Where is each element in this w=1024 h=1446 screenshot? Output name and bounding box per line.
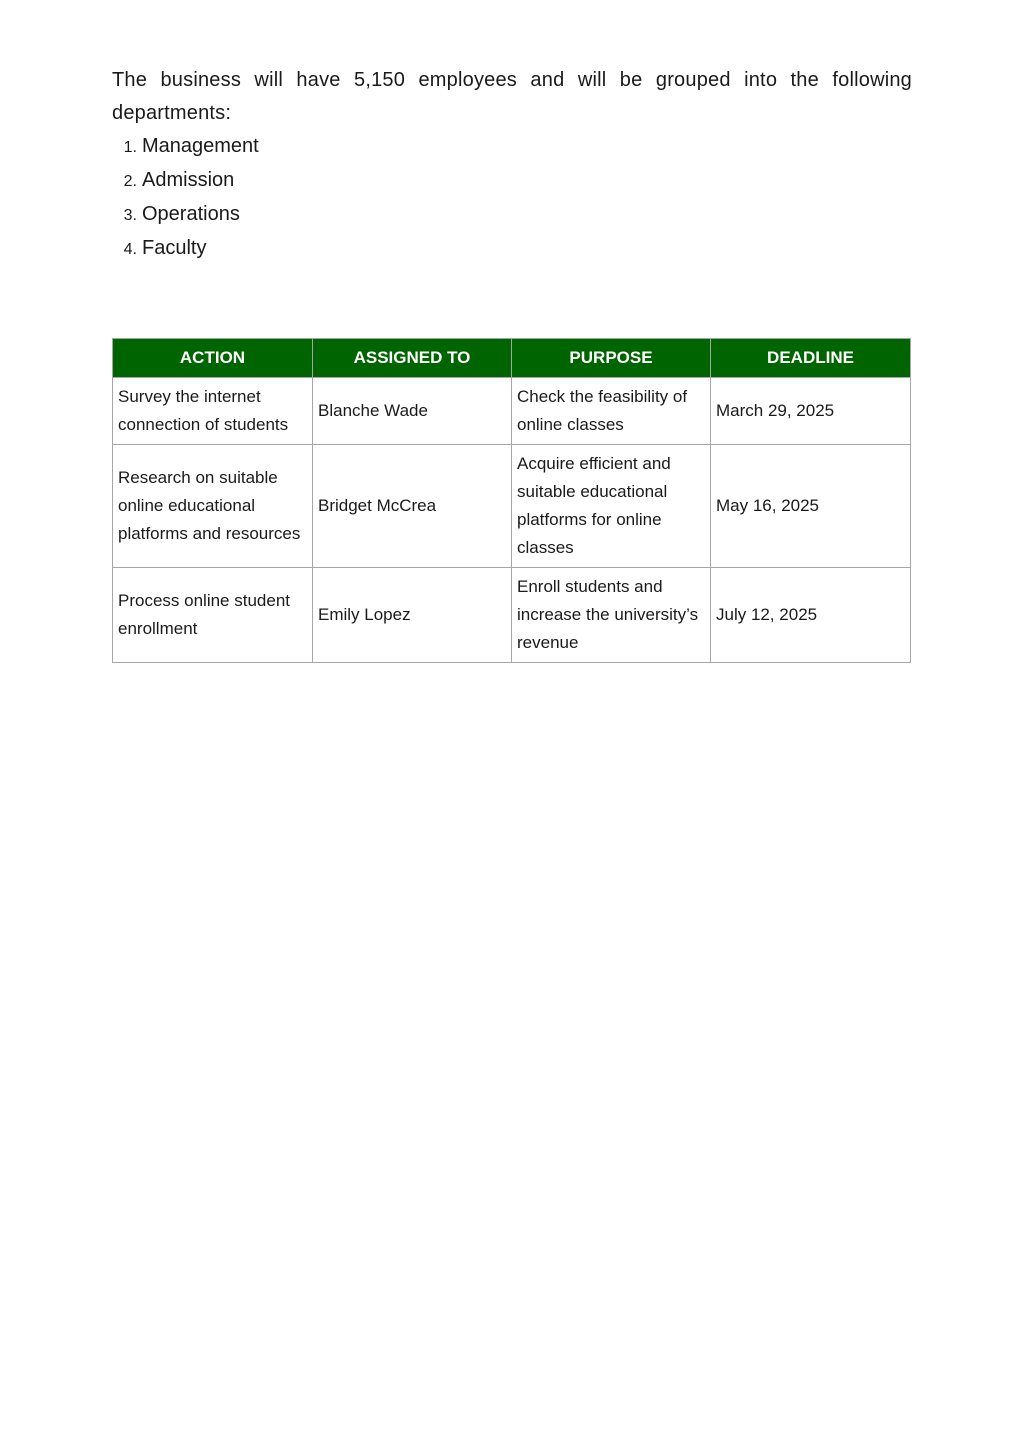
list-item-number: 2. <box>123 173 137 190</box>
list-item <box>112 130 912 164</box>
list-item-number: 3. <box>123 207 137 224</box>
cell-purpose: Enroll students and increase the university’s revenue <box>512 568 711 663</box>
list-item-label: Admission <box>142 169 235 191</box>
department-list <box>112 130 912 266</box>
table-row <box>113 378 911 445</box>
document-body <box>112 64 912 266</box>
column-header-action: ACTION <box>113 339 313 378</box>
list-item <box>112 198 912 232</box>
list-item-label: Operations <box>142 203 240 225</box>
table-row <box>113 568 911 663</box>
cell-deadline: March 29, 2025 <box>711 378 911 445</box>
list-item-number: 1. <box>123 139 137 156</box>
list-item <box>112 232 912 266</box>
cell-deadline: May 16, 2025 <box>711 445 911 568</box>
list-item-label: Management <box>142 135 259 157</box>
list-item <box>112 164 912 198</box>
cell-action: Research on suitable online educational platforms and resources <box>113 445 313 568</box>
cell-assigned-to: Emily Lopez <box>313 568 512 663</box>
column-header-purpose: PURPOSE <box>512 339 711 378</box>
intro-paragraph: The business will have 5,150 employees and will be grouped into the following departments: <box>112 69 912 124</box>
cell-action: Process online student enrollment <box>113 568 313 663</box>
column-header-assigned-to: ASSIGNED TO <box>313 339 512 378</box>
cell-purpose: Acquire efficient and suitable educational platforms for online classes <box>512 445 711 568</box>
list-item-label: Faculty <box>142 237 207 259</box>
table-header-row <box>113 339 911 378</box>
cell-deadline: July 12, 2025 <box>711 568 911 663</box>
table-row <box>113 445 911 568</box>
action-plan-table <box>112 338 911 663</box>
cell-assigned-to: Bridget McCrea <box>313 445 512 568</box>
list-item-number: 4. <box>123 241 137 258</box>
cell-assigned-to: Blanche Wade <box>313 378 512 445</box>
cell-action: Survey the internet connection of students <box>113 378 313 445</box>
cell-purpose: Check the feasibility of online classes <box>512 378 711 445</box>
column-header-deadline: DEADLINE <box>711 339 911 378</box>
